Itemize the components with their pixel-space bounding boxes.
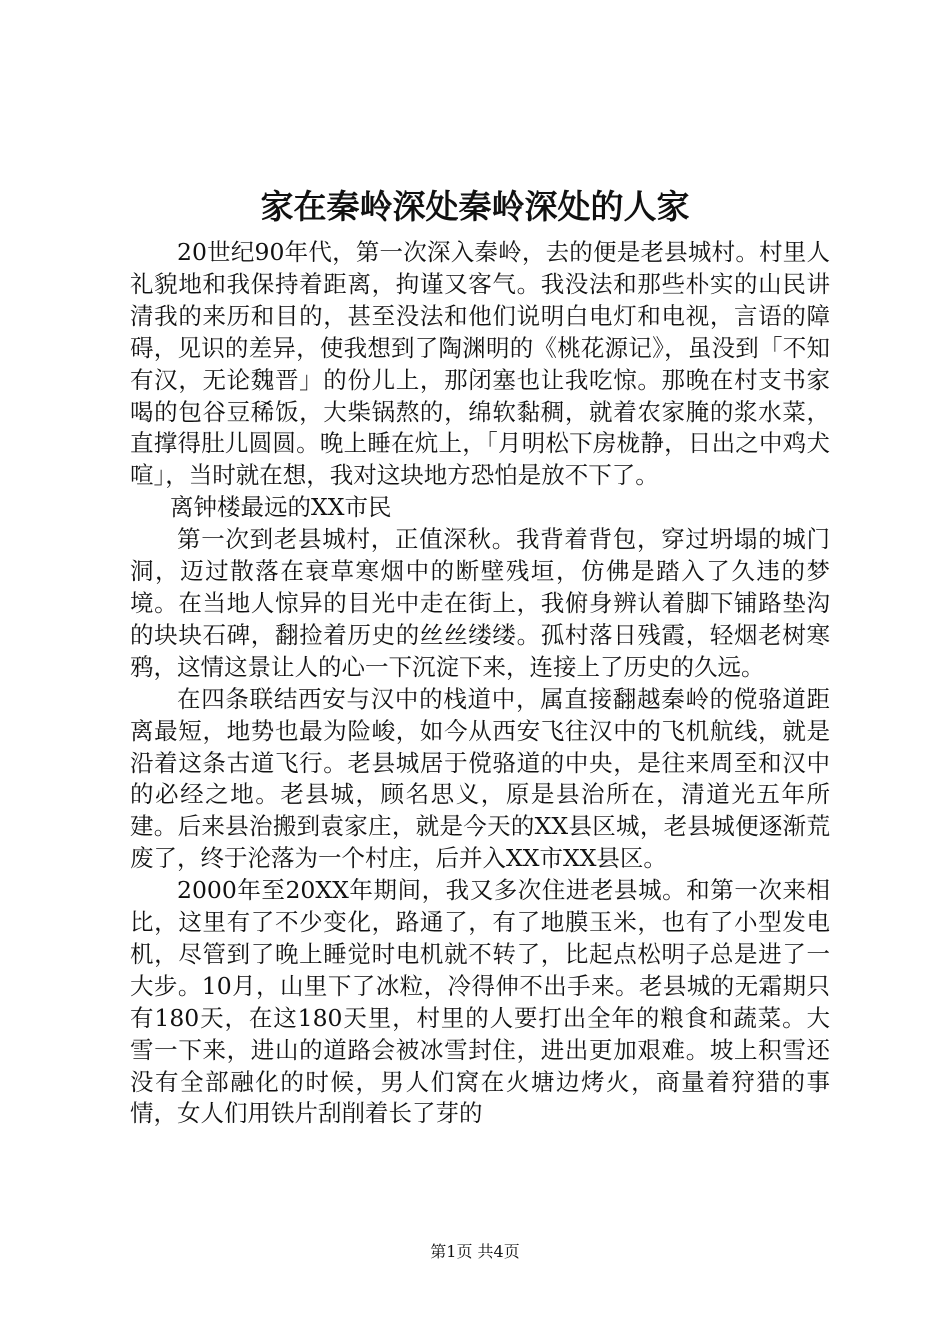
- paragraph: 第一次到老县城村，正值深秋。我背着背包，穿过坍塌的城门洞，迈过散落在衰草寒烟中的断壁残垣，仿佛是踏入了久违的梦境。在当地人惊异的目光中走在街上，我俯身辨认着脚下铺路垫沟的块块石碑，翻捡着历史的丝丝缕缕。孤村落日残霞，轻烟老树寒鸦，这情这景让人的心一下沉淀下来，连接上了历史的久远。: [130, 525, 830, 681]
- paragraph: 在四条联结西安与汉中的栈道中，属直接翻越秦岭的傥骆道距离最短，地势也最为险峻，如今从西安飞往汉中的飞机航线，就是沿着这条古道飞行。老县城居于傥骆道的中央，是往来周至和汉中的必经之地。老县城，顾名思义，原是县治所在，清道光五年所建。后来县治搬到袁家庄，就是今天的XX县区城，老县城便逐渐荒废了，终于沦落为一个村庄，后并入XX市XX县区。: [130, 684, 830, 873]
- paragraph: 20世纪90年代，第一次深入秦岭，去的便是老县城村。村里人礼貌地和我保持着距离，拘谨又客气。我没法和那些朴实的山民讲清我的来历和目的，甚至没法和他们说明白电灯和电视，言语的障碍，见识的差异，使我想到了陶渊明的《桃花源记》，虽没到「不知有汉，无论魏晋」的份儿上，那闭塞也让我吃惊。那晚在村支书家喝的包谷豆稀饭，大柴锅熬的，绵软黏稠，就着农家腌的浆水菜，直撑得肚儿圆圆。晚上睡在炕上，「月明松下房栊静，日出之中鸡犬喧」，当时就在想，我对这块地方恐怕是放不下了。: [130, 238, 830, 490]
- section-heading: 离钟楼最远的XX市民: [170, 493, 392, 522]
- paragraph: 2000年至20XX年期间，我又多次住进老县城。和第一次来相比，这里有了不少变化，路通了，有了地膜玉米，也有了小型发电机，尽管到了晚上睡觉时电机就不转了，比起点松明子总是进了一大步。10月，山里下了冰粒，冷得伸不出手来。老县城的无霜期只有180天，在这180天里，村里的人要打出全年的粮食和蔬菜。大雪一下来，进山的道路会被冰雪封住，进出更加艰难。坡上积雪还没有全部融化的时候，男人们窝在火塘边烤火，商量着狩猎的事情，女人们用铁片刮削着长了芽的: [130, 876, 830, 1128]
- document-body: [130, 237, 830, 1130]
- page-footer: 第1页 共4页: [430, 1242, 520, 1261]
- document-title: 家在秦岭深处秦岭深处的人家: [260, 187, 690, 226]
